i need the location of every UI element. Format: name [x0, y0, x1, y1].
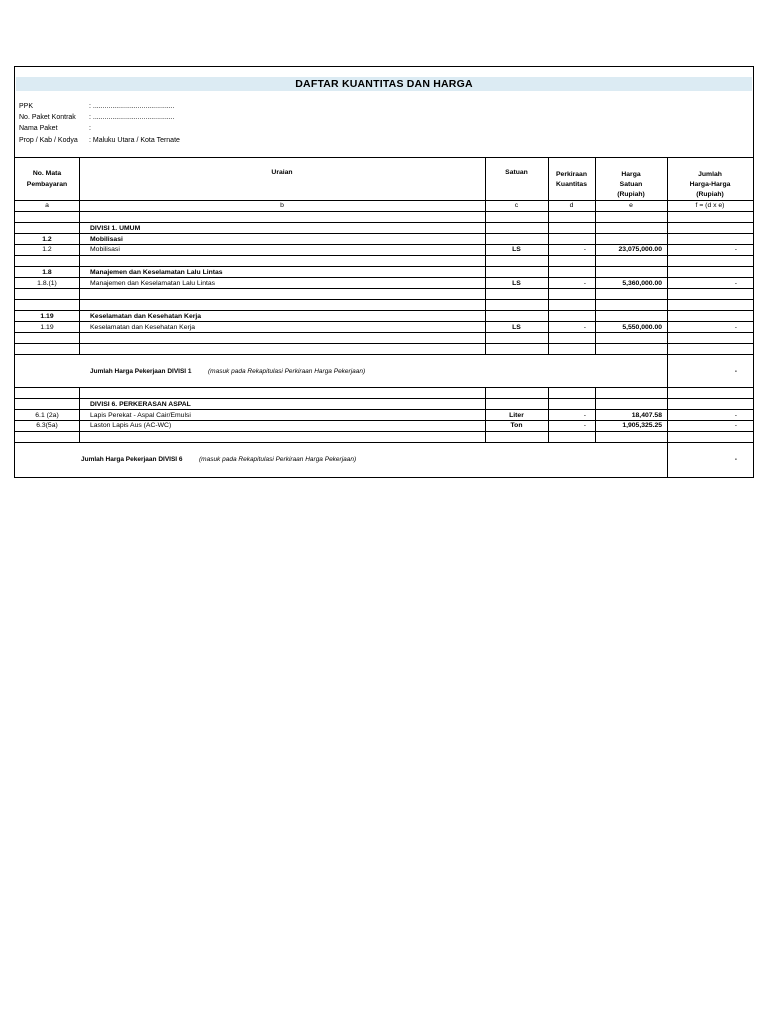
subtotal-label: Jumlah Harga Pekerjaan DIVISI 1 — [90, 368, 192, 375]
row-qty: - — [583, 422, 586, 429]
info-label-nama-paket: Nama Paket — [19, 125, 58, 132]
row-no: 1.19 — [40, 313, 54, 320]
header-harga-rupiah: (Rupiah) — [617, 191, 645, 198]
row-satuan: Liter — [509, 412, 524, 419]
row-qty: - — [583, 246, 586, 253]
grid-row-line — [15, 387, 753, 388]
header-perkiraan: Perkiraan — [556, 171, 587, 178]
row-satuan: LS — [512, 246, 521, 253]
row-qty: - — [583, 412, 586, 419]
row-harga: 1,905,325.25 — [622, 422, 662, 429]
header-jumlah-rupiah: (Rupiah) — [696, 191, 724, 198]
header-jumlah: Jumlah — [698, 171, 722, 178]
header-kuantitas: Kuantitas — [556, 181, 587, 188]
row-no: 1.19 — [40, 324, 54, 331]
grid-row-line — [15, 398, 753, 399]
row-qty: - — [583, 280, 586, 287]
row-no: 1.8 — [42, 269, 52, 276]
row-jumlah: - — [734, 412, 737, 419]
grid-row-line — [15, 431, 753, 432]
info-value-lokasi: : Maluku Utara / Kota Ternate — [89, 137, 180, 144]
grid-row-line — [15, 343, 753, 344]
row-uraian: Mobilisasi — [90, 246, 120, 253]
header-harga-satuan: Satuan — [619, 181, 643, 188]
info-label-lokasi: Prop / Kab / Kodya — [19, 137, 78, 144]
info-value-nama-paket: : — [89, 125, 91, 132]
row-satuan: LS — [512, 280, 521, 287]
grid-row-line — [15, 442, 753, 443]
grid-row-line — [15, 255, 753, 256]
row-uraian: Mobilisasi — [90, 236, 123, 243]
subtotal-value: - — [734, 368, 737, 375]
info-label-ppk: PPK — [19, 103, 34, 110]
row-harga: 23,075,000.00 — [618, 246, 662, 253]
grid-column-line — [79, 157, 80, 355]
col-code-f: f = (d x e) — [695, 202, 725, 209]
grid-row-line — [15, 211, 753, 212]
subtotal-value: - — [734, 456, 737, 463]
row-uraian: DIVISI 1. UMUM — [90, 225, 141, 232]
grid-row-line — [15, 354, 753, 355]
row-satuan: LS — [512, 324, 521, 331]
row-jumlah: - — [734, 246, 737, 253]
grid-row-line — [15, 310, 753, 311]
grid-row-line — [15, 266, 753, 267]
row-jumlah: - — [734, 280, 737, 287]
row-satuan: Ton — [510, 422, 523, 429]
row-uraian: Manajemen dan Keselamatan Lalu Lintas — [90, 269, 223, 276]
subtotal-note: (masuk pada Rekapitulasi Perkiraan Harga Pekerjaan) — [208, 368, 366, 375]
row-no: 6.1 (2a) — [35, 412, 59, 419]
col-code-d: d — [569, 202, 574, 209]
col-code-e: e — [629, 202, 633, 209]
header-harga: Harga — [621, 171, 641, 178]
row-jumlah: - — [734, 422, 737, 429]
row-harga: 5,550,000.00 — [622, 324, 662, 331]
grid-row-line — [15, 299, 753, 300]
row-harga: 18,407.58 — [631, 412, 662, 419]
col-code-a: a — [45, 202, 49, 209]
info-value-ppk: : .......................................... — [89, 103, 175, 110]
header-satuan: Satuan — [505, 169, 528, 176]
document-title: DAFTAR KUANTITAS DAN HARGA — [295, 78, 473, 90]
subtotal-note: (masuk pada Rekapitulasi Perkiraan Harga Pekerjaan) — [199, 456, 357, 463]
subtotal-label: Jumlah Harga Pekerjaan DIVISI 6 — [81, 456, 183, 463]
header-no-mata: No. Mata — [32, 170, 62, 177]
grid-column-line — [79, 387, 80, 443]
info-value-paket-kontrak: : .......................................... — [89, 114, 175, 121]
row-no: 1.2 — [42, 236, 52, 243]
row-uraian: Keselamatan dan Kesehatan Kerja — [90, 324, 196, 331]
info-label-paket-kontrak: No. Paket Kontrak — [19, 114, 76, 121]
row-no: 1.2 — [42, 246, 52, 253]
row-uraian: Laston Lapis Aus (AC-WC) — [90, 422, 172, 429]
row-jumlah: - — [734, 324, 737, 331]
row-harga: 5,360,000.00 — [622, 280, 662, 287]
row-uraian: Manajemen dan Keselamatan Lalu Lintas — [90, 280, 216, 287]
row-uraian: Lapis Perekat - Aspal Cair/Emulsi — [90, 412, 191, 419]
col-code-b: b — [280, 202, 284, 209]
row-no: 6.3(5a) — [36, 422, 58, 429]
row-uraian: DIVISI 6. PERKERASAN ASPAL — [90, 401, 191, 408]
header-uraian: Uraian — [271, 169, 293, 176]
grid-row-line — [15, 157, 753, 158]
row-uraian: Keselamatan dan Kesehatan Kerja — [90, 313, 202, 320]
row-qty: - — [583, 324, 586, 331]
row-no: 1.8.(1) — [37, 280, 57, 287]
bill-of-quantities-sheet — [14, 66, 754, 478]
grid-row-line — [15, 222, 753, 223]
header-harga-harga: Harga-Harga — [689, 181, 731, 188]
header-pembayaran: Pembayaran — [26, 181, 68, 188]
col-code-c: c — [514, 202, 519, 209]
